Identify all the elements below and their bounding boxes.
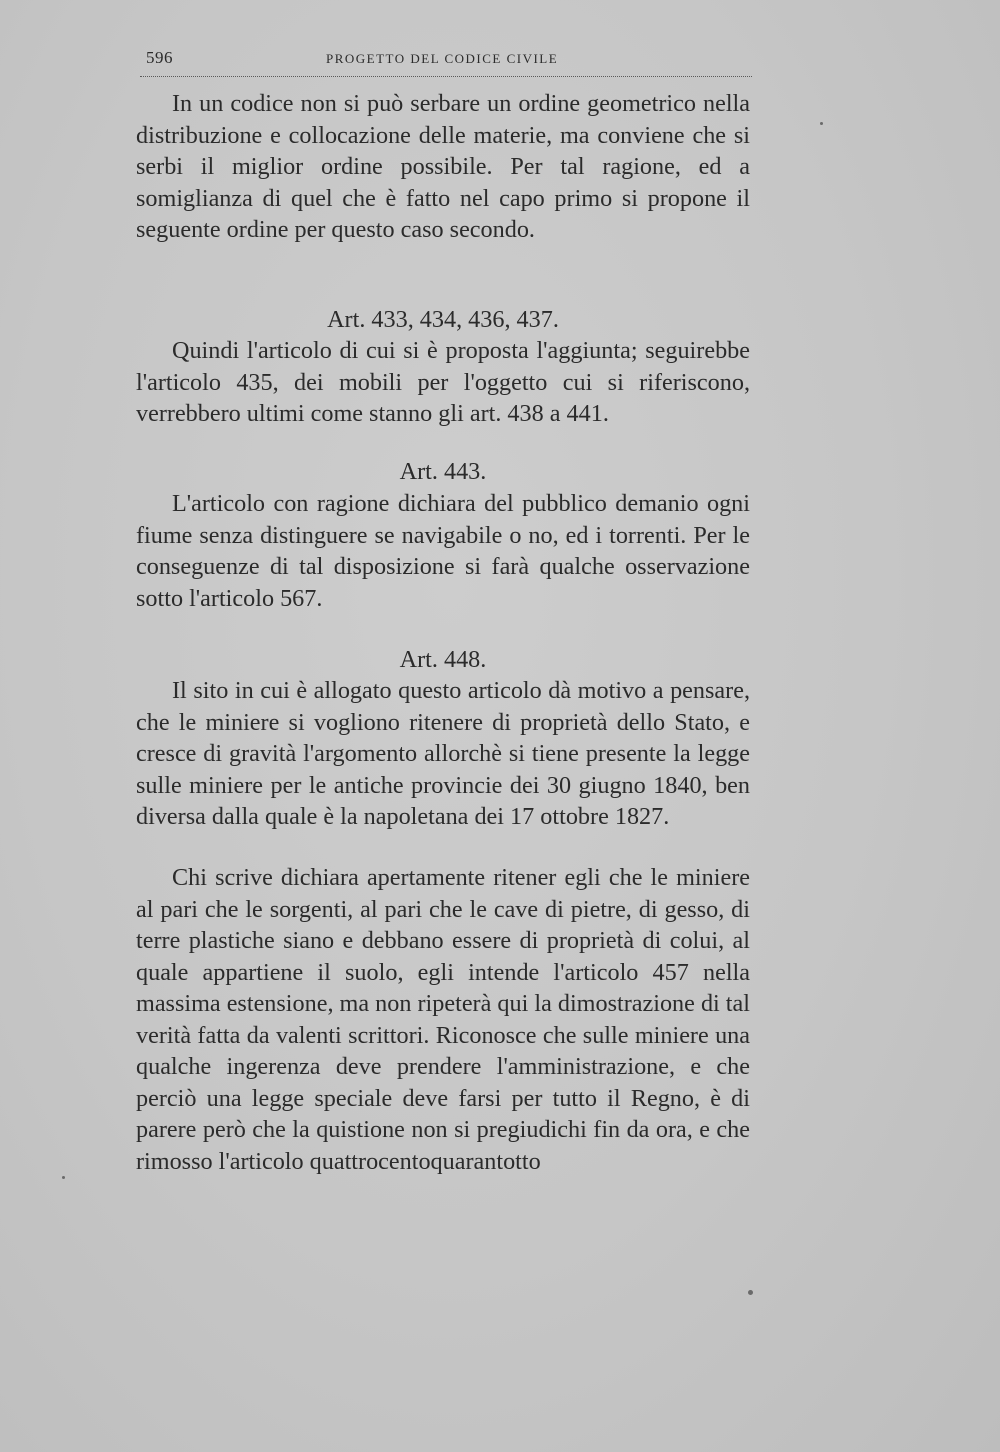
heading-art-443: Art. 443. bbox=[399, 458, 487, 485]
paper-speck bbox=[820, 122, 823, 125]
paper-speck bbox=[62, 1176, 65, 1179]
page-number: 596 bbox=[146, 48, 173, 67]
page-header bbox=[140, 48, 752, 77]
heading-art-433: Art. 433, 434, 436, 437. bbox=[327, 306, 559, 333]
paragraph-art-443: L'articolo con ragione dichiara del pubblico demanio ogni fiume senza distinguere se navigabile o no, ed i torrenti. Per le conseguenze di tal disposizione si farà qualche osservazione sotto l'articolo 567. bbox=[136, 490, 750, 612]
running-title: PROGETTO DEL CODICE CIVILE bbox=[326, 51, 559, 66]
heading-art-448: Art. 448. bbox=[399, 646, 487, 673]
paragraph-art-433: Quindi l'articolo di cui si è proposta l'aggiunta; seguirebbe l'articolo 435, dei mobili per l'oggetto cui si riferiscono, verrebbero ultimi come stanno gli art. 438 a 441. bbox=[136, 337, 750, 427]
paragraph-art-448-2: Chi scrive dichiara apertamente ritener egli che le miniere al pari che le sorgenti, al pari che le cave di pietre, di gesso, di terre plastiche siano e debbano essere di proprietà di colui, al quale appartiene il suolo, egli intende l'articolo 457 nella massima estensione, ma non ripeterà qui la dimostrazione di tal verità fatta da valenti scrittori. Riconosce che sulle miniere una qualche ingerenza deve prendere l'amministrazione, e che perciò una legge speciale deve farsi per tutto il Regno, è di parere però che la quistione non si pregiudichi fin da ora, e che rimosso l'articolo quattrocentoquarantotto bbox=[136, 864, 750, 1175]
paragraph-art-448-1: Il sito in cui è allogato questo articolo dà motivo a pensare, che le miniere si vogliono ritenere di proprietà dello Stato, e cresce di gravità l'argomento allorchè si tiene presente la legge sulle miniere per le antiche provincie dei 30 giugno 1840, ben diversa dalla quale è la napoletana dei 17 ottobre 1827. bbox=[136, 677, 750, 830]
paragraph-intro: In un codice non si può serbare un ordine geometrico nella distribuzione e collocazione delle materie, ma conviene che si serbi il miglior ordine possibile. Per tal ragione, ed a somiglianza di quel che è fatto nel capo primo si propone il seguente ordine per questo caso secondo. bbox=[136, 90, 750, 243]
paper-speck bbox=[748, 1290, 753, 1295]
